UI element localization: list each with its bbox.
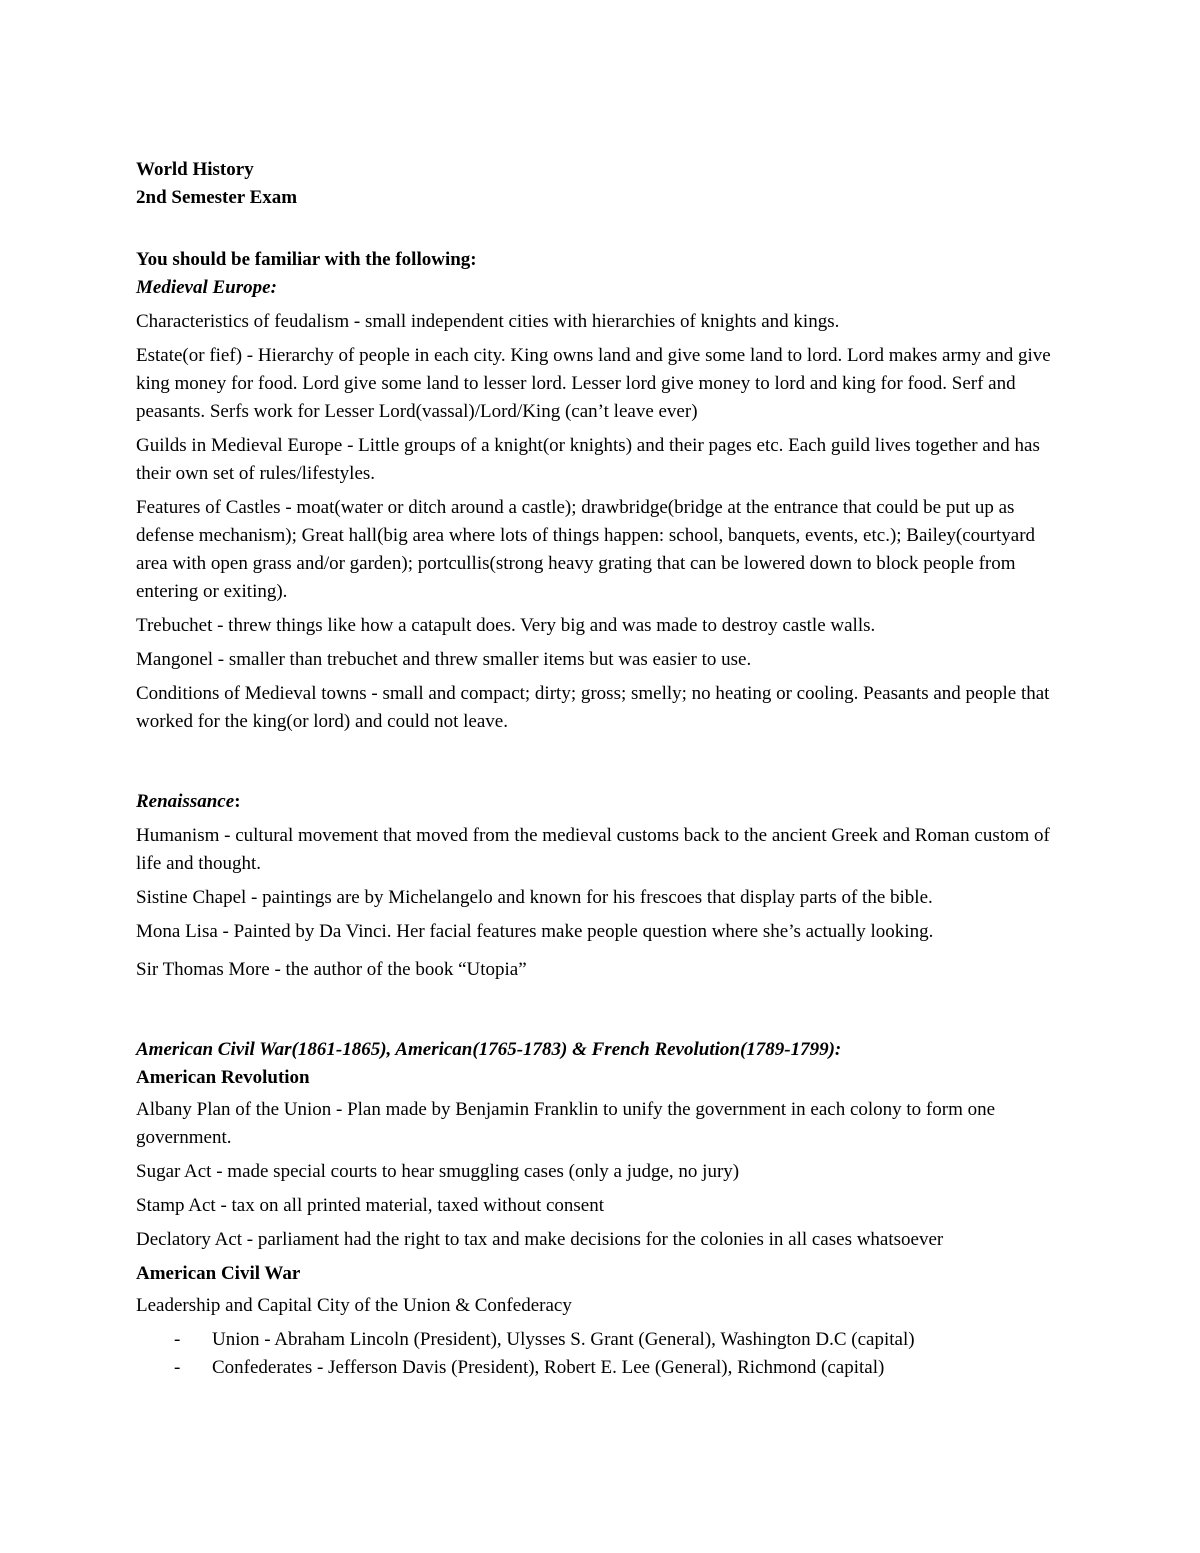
intro-text: You should be familiar with the following: xyxy=(136,249,477,270)
medieval-item: Guilds in Medieval Europe - Little groups of a knight(or knights) and their pages etc. Each guild lives together and has their own set of rules/lifestyles. xyxy=(136,435,1040,484)
medieval-item: Characteristics of feudalism - small independent cities with hierarchies of knights and kings. xyxy=(136,311,840,332)
spacer xyxy=(136,212,1066,246)
document-title: World History xyxy=(136,159,254,180)
medieval-item: Estate(or fief) - Hierarchy of people in each city. King owns land and give some land to lord. Lord makes army and give king money for food. Lord give some land to lesser lord. Lesser lord give money to lord and king for food. Serf and peasants. Serfs work for Lesser Lord(vassal)/Lord/King (can’t leave ever) xyxy=(136,345,1051,422)
spacer xyxy=(136,742,1066,788)
medieval-item: Features of Castles - moat(water or ditch around a castle); drawbridge(bridge at the entrance that could be put up as defense mechanism); Great hall(big area where lots of things happen: school, banquets, events, etc.); Bailey(courtyard area with open grass and/or garden); portcullis(strong heavy grating that can be lowered down to block people from entering or exiting). xyxy=(136,497,1036,602)
renaissance-item: Sistine Chapel - paintings are by Michelangelo and known for his frescoes that display parts of the bible. xyxy=(136,887,933,908)
section-heading-medieval: Medieval Europe: xyxy=(136,277,277,298)
american-revolution-item: Stamp Act - tax on all printed material, taxed without consent xyxy=(136,1195,605,1216)
dash-bullet: - xyxy=(174,1329,181,1350)
document-page xyxy=(136,156,1066,1382)
civil-war-lead: Leadership and Capital City of the Union & Confederacy xyxy=(136,1295,572,1316)
civil-war-bullet-list xyxy=(136,1326,1066,1382)
subheading-american-revolution: American Revolution xyxy=(136,1067,310,1088)
medieval-item: Mangonel - smaller than trebuchet and threw smaller items but was easier to use. xyxy=(136,649,752,670)
civil-war-bullet-text: Confederates - Jefferson Davis (President), Robert E. Lee (General), Richmond (capital) xyxy=(212,1357,885,1378)
renaissance-heading-colon: : xyxy=(234,791,241,812)
american-revolution-item: Declatory Act - parliament had the right to tax and make decisions for the colonies in all cases whatsoever xyxy=(136,1229,944,1250)
civil-war-bullet-text: Union - Abraham Lincoln (President), Ulysses S. Grant (General), Washington D.C (capital) xyxy=(212,1329,915,1350)
section-heading-renaissance xyxy=(136,788,1066,816)
section-heading-revolutions: American Civil War(1861-1865), American(1765-1783) & French Revolution(1789-1799): xyxy=(136,1039,842,1060)
renaissance-item: Mona Lisa - Painted by Da Vinci. Her facial features make people question where she’s actually looking. xyxy=(136,921,934,942)
medieval-item: Conditions of Medieval towns - small and compact; dirty; gross; smelly; no heating or cooling. Peasants and people that worked for the king(or lord) and could not leave. xyxy=(136,683,1050,732)
list-item xyxy=(136,1326,1066,1354)
renaissance-item: Sir Thomas More - the author of the book “Utopia” xyxy=(136,959,527,980)
medieval-item: Trebuchet - threw things like how a catapult does. Very big and was made to destroy castle walls. xyxy=(136,615,876,636)
subheading-civil-war: American Civil War xyxy=(136,1263,301,1284)
renaissance-item: Humanism - cultural movement that moved from the medieval customs back to the ancient Greek and Roman custom of life and thought. xyxy=(136,825,1050,874)
dash-bullet: - xyxy=(174,1357,181,1378)
document-subtitle: 2nd Semester Exam xyxy=(136,187,298,208)
american-revolution-item: Sugar Act - made special courts to hear smuggling cases (only a judge, no jury) xyxy=(136,1161,740,1182)
list-item xyxy=(136,1354,1066,1382)
renaissance-heading-text: Renaissance xyxy=(136,791,235,812)
american-revolution-item: Albany Plan of the Union - Plan made by Benjamin Franklin to unify the government in each colony to form one government. xyxy=(136,1099,996,1148)
spacer xyxy=(136,990,1066,1036)
